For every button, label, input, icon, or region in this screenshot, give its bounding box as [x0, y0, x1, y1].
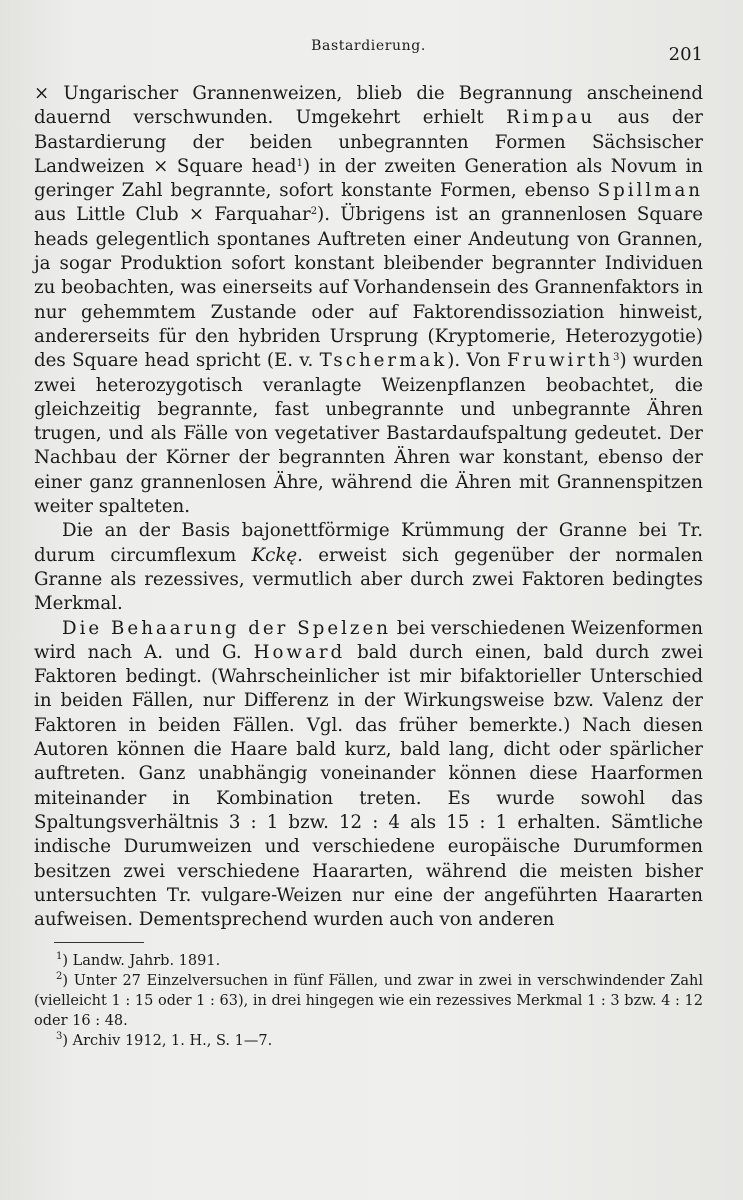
- paragraph-glume-hairiness: [34, 617, 703, 933]
- footnote-ref: 3: [613, 352, 620, 364]
- text-run: aus der Bastardierung der beiden unbegrannten Formen Sächsischer Landweizen × Square head: [34, 107, 704, 177]
- text-run: bald durch einen, bald durch zwei Faktoren bedingt. (Wahrscheinlicher ist mir bifaktorieller Unterschied in beiden Fällen, nur Differenz in der Wirkungsweise bzw. Valenz der Faktoren in beiden Fällen. Vgl. das früher bemerkte.) Nach diesen Autoren können die Haare bald kurz, bald lang, dicht oder spärlicher auftreten. Ganz unabhängig voneinander können diese Haarformen miteinander in Kombination treten. Es wurde sowohl das Spaltungsverhältnis 3 : 1 bzw. 12 : 4 als 15 : 1 erhalten. Sämtliche indische Durumweizen und verschiedene europäische Durumformen besitzen zwei verschiedene Haararten, während die meisten bisher untersuchten Tr. vulgare-Weizen nur eine der angeführten Haararten aufweisen. Dementsprechend wurden auch von anderen: [34, 641, 704, 931]
- text-run: ) wurden zwei heterozygotisch veranlagte Weizenpflanzen beobachtet, die gleichzeitig begrannte, fast unbegrannte und unbegrannte Ähren trugen, und als Fälle von vegetativer Bastardaufspaltung gedeutet. Der Nachbau der Körner der begrannten Ähren war konstant, ebenso der einer ganz grannenlosen Ähre, während die Ähren mit Grannenspitzen weiter spalteten.: [34, 350, 703, 518]
- footnote-2: [34, 971, 703, 1031]
- footnote-text: ) Archiv 1912, 1. H., S. 1—7.: [62, 1033, 273, 1050]
- footnotes: [34, 951, 703, 1051]
- author-name: Spillman: [597, 180, 703, 202]
- text-run: ) in der zweiten Generation als Novum in geringer Zahl begrannte, sofort konstante Formen, ebenso: [34, 155, 703, 202]
- section-term: Die Behaarung der Spelzen: [62, 617, 391, 639]
- footnote-1: [34, 951, 703, 971]
- running-header: [34, 38, 703, 72]
- footnote-divider: [54, 942, 144, 943]
- text-run: ). Von: [447, 350, 507, 372]
- text-run: erweist sich gegenüber der normalen Granne als rezessives, vermutlich aber durch zwei Faktoren bedingtes Merkmal.: [34, 544, 703, 615]
- paragraph-awn-curvature: [34, 519, 703, 616]
- author-name: Rimpau: [506, 107, 596, 129]
- author-abbreviation: Kckę.: [251, 544, 303, 566]
- paragraph-awns: [34, 82, 703, 519]
- footnote-mark: 2: [56, 971, 63, 983]
- footnote-mark: 3: [56, 1031, 63, 1043]
- text-run: Die an der Basis bajonettförmige Krümmung der Granne bei Tr. durum circumflexum: [34, 520, 703, 566]
- footnote-3: [34, 1031, 703, 1051]
- text-run: × Ungarischer Grannenweizen, blieb die Begrannung anscheinend dauernd verschwunden. Umgekehrt erhielt: [34, 83, 703, 129]
- footnote-text: ) Unter 27 Einzelversuchen in fünf Fällen, und zwar in zwei in verschwindender Zahl (vielleicht 1 : 15 oder 1 : 63), in drei hingegen wie ein rezessives Merkmal 1 : 3 bzw. 4 : 12 oder 16 : 48.: [34, 973, 703, 1030]
- author-name: Tschermak: [319, 350, 448, 372]
- text-run: bei verschiedenen Weizenformen wird nach A. und G.: [34, 617, 704, 663]
- text-run: aus Little Club × Farquahar: [34, 204, 311, 226]
- page-number: 201: [668, 44, 703, 65]
- text-run: ). Übrigens ist an grannenlosen Square heads gelegentlich spontanes Auftreten einer Andeutung von Grannen, ja sogar Produktion sofort konstant bleibender begrannter Individuen zu beobachten, was einerseits auf Vorhandensein des Grannenfaktors in nur gehemmtem Zustande oder auf Faktorendissoziation hinweist, andererseits für den hybriden Ursprung (Kryptomerie, Heterozygotie) des Square head spricht (E. v.: [34, 204, 703, 372]
- running-title: Bastardierung.: [311, 38, 426, 54]
- footnote-mark: 1: [56, 951, 63, 963]
- footnote-text: ) Landw. Jahrb. 1891.: [62, 953, 221, 970]
- author-name: Howard: [253, 641, 346, 663]
- footnote-ref: 2: [310, 206, 318, 218]
- body-text: [34, 82, 703, 932]
- footnote-ref: 1: [296, 157, 303, 169]
- author-name: Fruwirth: [506, 350, 614, 372]
